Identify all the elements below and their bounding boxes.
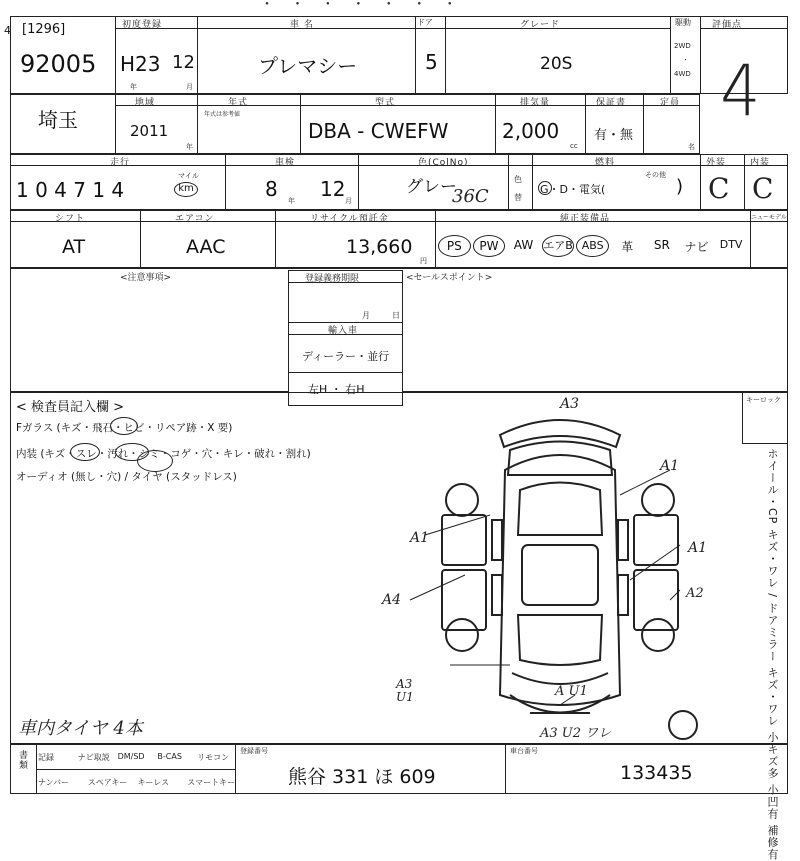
damage-mark-rear: A U1 bbox=[555, 684, 588, 699]
inspection-year: 8 bbox=[265, 177, 278, 201]
mileage: 1 0 4 7 1 4 bbox=[16, 178, 125, 202]
year-note: 年式は参考値 bbox=[204, 111, 241, 118]
document-item: スペアキー bbox=[87, 778, 128, 787]
model-year: 2011 bbox=[130, 122, 169, 140]
hdr-chassis: 車台番号 bbox=[510, 747, 538, 755]
document-item: DM/SD bbox=[117, 752, 145, 761]
damage-mark-left-rear: A4 bbox=[382, 592, 402, 608]
displacement: 2,000 bbox=[502, 119, 560, 143]
steering-side: 左H ・ 右H bbox=[308, 383, 365, 396]
drive-4wd: 4WD bbox=[674, 70, 691, 78]
equipment-item: SR bbox=[653, 238, 670, 252]
hdr-door: ドア bbox=[417, 18, 433, 27]
door-count: 5 bbox=[425, 50, 438, 74]
hdr-equipment: 純正装備品 bbox=[560, 214, 611, 224]
mark-chip-circle bbox=[110, 417, 138, 435]
damage-mark-top: A3 bbox=[560, 396, 580, 412]
inspector-line-audio: オーディオ (無し・穴) / タイヤ (スタッドレス) bbox=[16, 471, 237, 483]
grade: 20S bbox=[540, 54, 573, 74]
hdr-shift: シフト bbox=[55, 214, 86, 224]
fuel-g-circle bbox=[538, 181, 552, 195]
car-name: プレマシー bbox=[258, 54, 358, 78]
hdr-grade: グレード bbox=[520, 20, 561, 30]
first-reg-era-year: H23 bbox=[120, 52, 161, 76]
interior-grade: C bbox=[752, 172, 774, 205]
hdr-score: 評価点 bbox=[712, 20, 743, 30]
fuel-other: その他 bbox=[645, 171, 666, 179]
damage-mark-right: A1 bbox=[688, 540, 708, 556]
hdr-exterior: 外装 bbox=[706, 158, 727, 168]
document-item: 記録 bbox=[38, 753, 54, 762]
inspection-year-unit: 年 bbox=[288, 197, 295, 205]
hdr-import: 輸入車 bbox=[328, 326, 359, 336]
drive-2wd: 2WD bbox=[674, 42, 691, 50]
hdr-key-lock: キーロック bbox=[746, 396, 781, 404]
handwritten-note: 車内タイヤ 4本 bbox=[18, 718, 143, 739]
hdr-first-registration: 初度登録 bbox=[122, 20, 163, 30]
cc-unit: cc bbox=[570, 142, 578, 150]
equipment-item: DTV bbox=[719, 238, 743, 251]
inspector-line-interior: 内装 (キズ・スレ・汚れ・シミ・コゲ・穴・キレ・破れ・割れ) bbox=[16, 448, 311, 460]
color-number: 36C bbox=[452, 186, 489, 207]
registration-day: 日 bbox=[392, 311, 400, 320]
region: 埼玉 bbox=[38, 108, 78, 132]
chassis-number: 133435 bbox=[620, 762, 693, 784]
registration-month: 月 bbox=[362, 311, 370, 320]
equipment-item: ABS bbox=[576, 235, 609, 257]
hdr-new-model: ニューモデル bbox=[751, 214, 787, 221]
hdr-aircon: エアコン bbox=[175, 214, 215, 224]
hdr-year: 年式 bbox=[228, 98, 249, 108]
vertical-legend: ホイール・CP キズ・ワレ / ドアミラー キズ・ワレ 小キズ多 小凹有 補修有 bbox=[766, 448, 779, 861]
evaluation-score: 4 bbox=[720, 50, 761, 132]
inspector-line-glass: Fガラス (キズ・飛石・ヒビ・リペア跡・X 要) bbox=[16, 422, 233, 434]
equipment-item: エアB bbox=[542, 235, 575, 257]
import-type: ディーラー・並行 bbox=[302, 350, 390, 363]
mileage-unit-mile: マイル bbox=[178, 172, 199, 180]
document-item: ナビ取説 bbox=[77, 753, 110, 762]
year-unit: 年 bbox=[130, 83, 137, 91]
inspection-month: 12 bbox=[320, 177, 346, 201]
equipment-item: 革 bbox=[621, 240, 634, 254]
first-reg-month: 12 bbox=[172, 52, 195, 73]
warranty: 有・無 bbox=[594, 128, 634, 143]
equipment-item: ナビ bbox=[684, 240, 709, 254]
hdr-region: 地域 bbox=[135, 98, 156, 108]
capacity-unit: 名 bbox=[688, 143, 695, 151]
recycle-fee: 13,660 bbox=[346, 236, 413, 258]
year-unit-2: 年 bbox=[186, 143, 193, 151]
plate-number: 熊谷 331 ほ 609 bbox=[288, 766, 436, 788]
inspection-month-unit: 月 bbox=[345, 197, 352, 205]
hdr-capacity: 定員 bbox=[660, 98, 681, 108]
document-item: リモコン bbox=[197, 753, 230, 762]
hdr-drive: 駆動 bbox=[675, 18, 691, 27]
hdr-mileage: 走行 bbox=[110, 158, 131, 168]
shift: AT bbox=[62, 236, 86, 258]
hdr-displacement: 排気量 bbox=[520, 98, 551, 108]
equipment-item: PS bbox=[438, 235, 471, 257]
top-banner: ・ ・ ・ ・ ・ ・ ・ bbox=[260, 0, 463, 13]
color: グレー bbox=[406, 177, 457, 197]
model-code: DBA - CWEFW bbox=[308, 119, 449, 143]
lot-code: [1296] bbox=[22, 22, 66, 37]
aircon: AAC bbox=[186, 236, 226, 258]
hdr-sales-point: <セールスポイント> bbox=[406, 273, 493, 283]
damage-mark-rear-bumper: A3 U2 ワレ bbox=[540, 726, 612, 741]
equipment-item: AW bbox=[513, 238, 534, 252]
hdr-recycle: リサイクル預託金 bbox=[310, 214, 389, 224]
mark-scratch-circle bbox=[70, 443, 100, 461]
hdr-warranty: 保証書 bbox=[596, 98, 627, 108]
month-unit: 月 bbox=[186, 83, 193, 91]
hdr-interior: 内装 bbox=[750, 158, 771, 168]
document-item: スマートキー bbox=[187, 778, 236, 787]
hdr-plate: 登録番号 bbox=[240, 747, 268, 755]
lot-prefix: 4 bbox=[4, 24, 11, 37]
hdr-documents: 書類 bbox=[17, 750, 27, 770]
hdr-car-name: 車 名 bbox=[290, 20, 314, 30]
hdr-notes: <注意事項> bbox=[120, 273, 172, 283]
document-item: キーレス bbox=[137, 778, 170, 787]
recycle-unit: 円 bbox=[420, 257, 427, 265]
lot-number: 92005 bbox=[20, 50, 97, 78]
exterior-grade: C bbox=[708, 172, 730, 205]
document-item: B-CAS bbox=[157, 752, 182, 761]
drive-dot: ・ bbox=[682, 56, 689, 64]
document-item: ナンバー bbox=[38, 778, 70, 787]
damage-mark-rear-left: A3 U1 bbox=[396, 677, 414, 704]
color-change-2: 替 bbox=[514, 193, 522, 202]
damage-mark-front-right: A1 bbox=[660, 458, 680, 474]
mileage-unit-km: km bbox=[174, 182, 198, 197]
hdr-color: 色(ColNo) bbox=[418, 158, 469, 168]
damage-mark-left: A1 bbox=[410, 530, 430, 546]
hdr-model: 型式 bbox=[375, 98, 396, 108]
hdr-inspection: 車検 bbox=[275, 158, 296, 168]
equipment-item: PW bbox=[473, 235, 506, 257]
hdr-registration-deadline: 登録義務期限 bbox=[305, 274, 360, 284]
inspector-title: < 検査員記入欄 > bbox=[16, 400, 125, 415]
fuel: G・D・電気( bbox=[540, 183, 606, 196]
hdr-fuel: 燃料 bbox=[595, 158, 616, 168]
color-change-1: 色 bbox=[514, 175, 522, 184]
damage-mark-right-rear: A2 bbox=[686, 586, 704, 601]
mark-stain-circle bbox=[137, 450, 173, 472]
fuel-close: ) bbox=[676, 176, 684, 197]
